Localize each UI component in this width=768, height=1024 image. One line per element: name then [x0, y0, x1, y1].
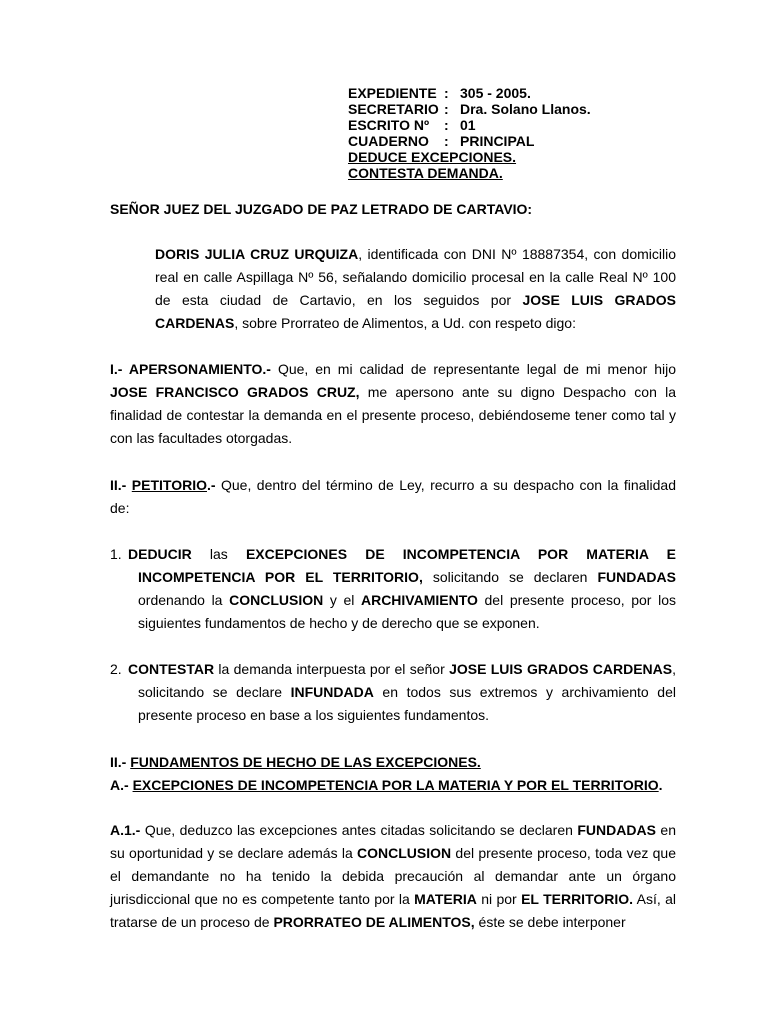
section-suffix: .	[658, 777, 663, 793]
section-petitorio	[110, 474, 676, 520]
section-a-excepciones	[110, 777, 663, 793]
bold-text: MATERIA	[414, 891, 477, 907]
plain-text: , solicitando se declare	[138, 661, 676, 700]
header-value: PRINCIPAL	[460, 133, 535, 149]
section-heading: PETITORIO	[131, 477, 207, 493]
header-key: SECRETARIO	[348, 101, 439, 117]
bold-text: EXCEPCIONES DE INCOMPETENCIA POR MATERIA E INCOMPETENCIA POR EL TERRITORIO,	[138, 546, 676, 585]
bold-text: INFUNDADA	[290, 684, 374, 700]
header-row-expediente	[348, 85, 591, 101]
bold-text: ARCHIVAMIENTO	[360, 592, 478, 608]
intro-text-1: , identificada con DNI Nº 18887354, con domicilio real en calle Aspillaga Nº 56, señalando domicilio procesal en la calle Real Nº 100 de esta ciudad de Cartavio, en los seguidos por	[155, 246, 676, 308]
section-prefix: A.-	[110, 777, 133, 793]
plain-text: Así, al tratarse de un proceso de	[110, 891, 676, 930]
header-value: Dra. Solano Llanos.	[460, 101, 591, 117]
petition-item-2	[110, 658, 676, 727]
plain-text: del presente proceso, toda vez que el demandante no ha tenido la debida precaución al demandar ante un órgano jurisdiccional que no es competente tanto por la	[110, 845, 676, 907]
header-row-cuaderno	[348, 133, 591, 149]
header-sep: :	[444, 133, 449, 149]
intro-paragraph	[155, 243, 676, 335]
header-line-contesta: CONTESTA DEMANDA.	[348, 165, 503, 181]
section-prefix: II.-	[110, 754, 131, 770]
bold-text: DEDUCIR	[128, 546, 192, 562]
header-key: CUADERNO	[348, 133, 429, 149]
bold-text: CONCLUSION	[229, 592, 324, 608]
header-row-escrito	[348, 117, 591, 133]
plain-text: ordenando la	[138, 592, 230, 608]
plain-text: ni por	[476, 891, 522, 907]
plain-text: Que, deduzco las excepciones antes citadas solicitando se declaren	[140, 822, 578, 838]
plain-text: las	[191, 546, 246, 562]
bold-text: EL TERRITORIO.	[521, 891, 634, 907]
bold-text: FUNDADAS	[577, 822, 656, 838]
header-sep: :	[444, 101, 449, 117]
plain-text: y el	[323, 592, 361, 608]
section-fundamentos	[110, 754, 481, 770]
section-prefix: II.-	[110, 477, 132, 493]
defendant-name: DORIS JULIA CRUZ URQUIZA	[155, 246, 359, 262]
section-apersonamiento	[110, 358, 676, 450]
section-suffix: .-	[206, 477, 216, 493]
section-heading: FUNDAMENTOS DE HECHO DE LAS EXCEPCIONES.	[130, 754, 481, 770]
item-text	[128, 543, 676, 635]
section-heading: EXCEPCIONES DE INCOMPETENCIA POR LA MATERIA Y POR EL TERRITORIO	[132, 777, 659, 793]
bold-text: FUNDADAS	[597, 569, 676, 585]
addressee: SEÑOR JUEZ DEL JUZGADO DE PAZ LETRADO DE CARTAVIO:	[110, 201, 533, 217]
plaintiff-name: JOSE LUIS GRADOS CARDENAS	[155, 292, 676, 331]
section-text-1: Que, en mi calidad de representante legal de mi menor hijo	[270, 361, 676, 377]
bold-text: CONCLUSION	[357, 845, 452, 861]
plain-text: en su oportunidad y se declare además la	[110, 822, 676, 861]
header-value: 01	[460, 117, 476, 133]
section-heading: I.- APERSONAMIENTO.-	[110, 361, 271, 377]
header-row-secretario	[348, 101, 591, 117]
petition-item-1	[110, 543, 676, 635]
intro-text-2: , sobre Prorrateo de Alimentos, a Ud. con respeto digo:	[234, 315, 576, 331]
paragraph-label: A.1.-	[110, 822, 141, 838]
plain-text: en todos sus extremos y archivamiento del presente proceso en base a los siguientes fundamentos.	[138, 684, 676, 723]
plain-text: la demanda interpuesta por el señor	[214, 661, 450, 677]
header-line-deduce: DEDUCE EXCEPCIONES.	[348, 149, 517, 165]
header-sep: :	[444, 85, 449, 101]
bold-text: JOSE LUIS GRADOS CARDENAS	[449, 661, 673, 677]
section-text-2: me apersono ante su digno Despacho con la finalidad de contestar la demanda en el presente proceso, debiéndoseme tener como tal y con las facultades otorgadas.	[110, 384, 676, 446]
case-header	[348, 85, 591, 181]
item-text	[128, 658, 676, 727]
item-number: 2.	[110, 661, 122, 677]
bold-text: CONTESTAR	[128, 661, 215, 677]
plain-text: solicitando se declaren	[422, 569, 598, 585]
paragraph-a1	[110, 819, 676, 934]
header-sep: :	[444, 117, 449, 133]
header-value: 305 - 2005.	[460, 85, 531, 101]
plain-text: del presente proceso, por los siguientes fundamentos de hecho y de derecho que se exponen.	[138, 592, 676, 631]
bold-text: PRORRATEO DE ALIMENTOS,	[273, 914, 475, 930]
section-text: Que, dentro del término de Ley, recurro a su despacho con la finalidad de:	[110, 477, 676, 516]
item-number: 1.	[110, 546, 122, 562]
header-key: EXPEDIENTE	[348, 85, 437, 101]
plain-text: éste se debe interponer	[474, 914, 626, 930]
son-name: JOSE FRANCISCO GRADOS CRUZ,	[110, 384, 360, 400]
header-key: ESCRITO Nº	[348, 117, 430, 133]
